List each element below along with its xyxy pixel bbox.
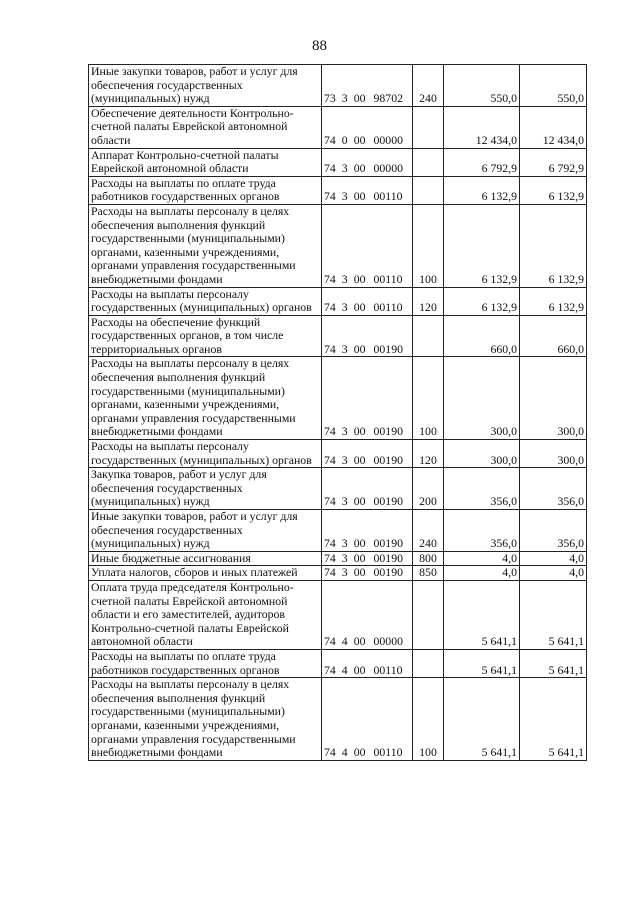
sum-cell-2: 5 641,1 [520, 649, 587, 677]
table-row [89, 678, 587, 761]
expense-name-cell: Уплата налогов, сборов и иных платежей [89, 566, 322, 581]
target-code-part: 98702 [373, 91, 403, 106]
target-code-part: 00 [353, 271, 366, 286]
sum-cell-1: 12 434,0 [444, 106, 520, 148]
target-code-part: 74 [324, 634, 336, 649]
target-code-part: 00190 [373, 341, 403, 356]
sum-cell-2: 300,0 [520, 357, 587, 440]
sum-cell-2: 12 434,0 [520, 106, 587, 148]
expense-type-cell: 120 [413, 287, 444, 315]
target-code-part: 00 [353, 341, 366, 356]
target-code-part: 74 [324, 452, 336, 467]
target-code-part: 4 [341, 662, 348, 677]
target-code-part: 4 [341, 634, 348, 649]
sum-cell-2: 6 132,9 [520, 287, 587, 315]
target-code-part: 00190 [373, 536, 403, 551]
sum-cell-1: 356,0 [444, 510, 520, 552]
target-code-part: 00 [353, 634, 366, 649]
target-code-part: 00000 [373, 634, 403, 649]
sum-cell-1: 356,0 [444, 468, 520, 510]
expense-type-cell [413, 148, 444, 176]
target-code-part: 00 [353, 452, 366, 467]
expense-type-cell [413, 649, 444, 677]
sum-cell-1: 6 132,9 [444, 204, 520, 287]
target-code-part: 3 [341, 341, 348, 356]
target-code-cell [322, 580, 413, 649]
sum-cell-2: 356,0 [520, 510, 587, 552]
table-row [89, 315, 587, 357]
target-code-part: 3 [341, 161, 348, 176]
target-code-part: 74 [324, 565, 336, 580]
table-row [89, 649, 587, 677]
target-code-cell [322, 176, 413, 204]
sum-cell-2: 6 132,9 [520, 176, 587, 204]
target-code-part: 00 [353, 161, 366, 176]
target-code-part: 74 [324, 536, 336, 551]
target-code-part: 4 [341, 745, 348, 760]
table-row [89, 106, 587, 148]
sum-cell-1: 6 132,9 [444, 176, 520, 204]
table-row [89, 440, 587, 468]
expense-type-cell [413, 315, 444, 357]
expense-type-cell: 200 [413, 468, 444, 510]
page-number: 88 [312, 38, 327, 54]
sum-cell-1: 300,0 [444, 440, 520, 468]
target-code-part: 00190 [373, 424, 403, 439]
table-row [89, 148, 587, 176]
target-code-part: 00 [353, 494, 366, 509]
expense-name-cell: Расходы на выплаты по оплате труда работников государственных органов [89, 649, 322, 677]
table-row [89, 204, 587, 287]
target-code-part: 74 [324, 662, 336, 677]
sum-cell-1: 6 792,9 [444, 148, 520, 176]
expense-type-cell: 240 [413, 65, 444, 107]
target-code-part: 3 [341, 536, 348, 551]
target-code-part: 3 [341, 189, 348, 204]
target-code-cell [322, 106, 413, 148]
target-code-part: 00 [353, 424, 366, 439]
expense-name-cell: Оплата труда председателя Контрольно-счетной палаты Еврейской автономной области и его заместителей, аудиторов Контрольно-счетной палаты Еврейской автономной области [89, 580, 322, 649]
expense-name-cell: Закупка товаров, работ и услуг для обеспечения государственных (муниципальных) нужд [89, 468, 322, 510]
sum-cell-1: 5 641,1 [444, 580, 520, 649]
sum-cell-2: 4,0 [520, 566, 587, 581]
sum-cell-1: 6 132,9 [444, 287, 520, 315]
target-code-cell [322, 204, 413, 287]
target-code-part: 74 [324, 424, 336, 439]
target-code-part: 3 [341, 300, 348, 315]
sum-cell-1: 300,0 [444, 357, 520, 440]
expense-type-cell: 100 [413, 678, 444, 761]
expense-name-cell: Расходы на выплаты по оплате труда работников государственных органов [89, 176, 322, 204]
target-code-part: 74 [324, 132, 336, 147]
expense-name-cell: Иные бюджетные ассигнования [89, 551, 322, 566]
target-code-part: 3 [341, 424, 348, 439]
sum-cell-1: 4,0 [444, 566, 520, 581]
table-row [89, 287, 587, 315]
target-code-part: 00110 [373, 745, 403, 760]
expense-type-cell: 240 [413, 510, 444, 552]
target-code-part: 3 [341, 551, 348, 565]
target-code-part: 74 [324, 551, 336, 565]
expense-name-cell: Аппарат Контрольно-счетной палаты Еврейской автономной области [89, 148, 322, 176]
table-row [89, 510, 587, 552]
sum-cell-2: 5 641,1 [520, 678, 587, 761]
sum-cell-1: 5 641,1 [444, 649, 520, 677]
target-code-cell [322, 287, 413, 315]
table-row [89, 357, 587, 440]
target-code-part: 3 [341, 271, 348, 286]
target-code-part: 00 [353, 132, 366, 147]
target-code-cell [322, 551, 413, 566]
expense-type-cell [413, 580, 444, 649]
target-code-part: 00 [353, 745, 366, 760]
target-code-part: 74 [324, 745, 336, 760]
target-code-cell [322, 566, 413, 581]
table-row [89, 65, 587, 107]
target-code-part: 3 [341, 452, 348, 467]
table-row [89, 176, 587, 204]
expense-name-cell: Расходы на обеспечение функций государственных органов, в том числе территориальных органов [89, 315, 322, 357]
target-code-part: 00000 [373, 132, 403, 147]
target-code-part: 3 [341, 494, 348, 509]
expense-name-cell: Расходы на выплаты персоналу в целях обеспечения выполнения функций государственными (муниципальными) органами, казенными учреждениями, органами управления государственными внебюджетными фондами [89, 204, 322, 287]
target-code-part: 00 [353, 300, 366, 315]
target-code-part: 74 [324, 161, 336, 176]
expense-type-cell: 100 [413, 357, 444, 440]
sum-cell-1: 660,0 [444, 315, 520, 357]
budget-table [88, 64, 587, 761]
target-code-part: 00190 [373, 551, 403, 565]
target-code-part: 73 [324, 91, 336, 106]
target-code-part: 00 [353, 551, 366, 565]
target-code-part: 00 [353, 662, 366, 677]
target-code-part: 00 [353, 189, 366, 204]
target-code-part: 00190 [373, 494, 403, 509]
target-code-part: 74 [324, 494, 336, 509]
budget-table-body [89, 65, 587, 761]
sum-cell-2: 5 641,1 [520, 580, 587, 649]
target-code-part: 00110 [373, 271, 403, 286]
expense-type-cell: 100 [413, 204, 444, 287]
target-code-cell [322, 148, 413, 176]
target-code-part: 00 [353, 91, 366, 106]
expense-name-cell: Расходы на выплаты персоналу в целях обеспечения выполнения функций государственными (муниципальными) органами, казенными учреждениями, органами управления государственными внебюджетными фондами [89, 678, 322, 761]
expense-type-cell: 800 [413, 551, 444, 566]
table-row [89, 566, 587, 581]
target-code-cell [322, 510, 413, 552]
target-code-part: 00110 [373, 662, 403, 677]
target-code-part: 00000 [373, 161, 403, 176]
sum-cell-2: 660,0 [520, 315, 587, 357]
target-code-part: 00 [353, 536, 366, 551]
expense-type-cell [413, 106, 444, 148]
target-code-part: 74 [324, 271, 336, 286]
sum-cell-2: 356,0 [520, 468, 587, 510]
target-code-cell [322, 357, 413, 440]
expense-name-cell: Иные закупки товаров, работ и услуг для обеспечения государственных (муниципальных) нужд [89, 510, 322, 552]
expense-name-cell: Иные закупки товаров, работ и услуг для обеспечения государственных (муниципальных) нужд [89, 65, 322, 107]
target-code-part: 3 [341, 91, 348, 106]
target-code-cell [322, 468, 413, 510]
target-code-part: 0 [341, 132, 348, 147]
sum-cell-1: 5 641,1 [444, 678, 520, 761]
target-code-part: 00190 [373, 452, 403, 467]
expense-name-cell: Расходы на выплаты персоналу в целях обеспечения выполнения функций государственными (муниципальными) органами, казенными учреждениями, органами управления государственными внебюджетными фондами [89, 357, 322, 440]
target-code-cell [322, 678, 413, 761]
target-code-cell [322, 440, 413, 468]
table-row [89, 468, 587, 510]
target-code-part: 00190 [373, 565, 403, 580]
expense-type-cell: 120 [413, 440, 444, 468]
sum-cell-2: 6 792,9 [520, 148, 587, 176]
target-code-part: 74 [324, 189, 336, 204]
expense-name-cell: Расходы на выплаты персоналу государственных (муниципальных) органов [89, 287, 322, 315]
table-row [89, 580, 587, 649]
target-code-part: 74 [324, 300, 336, 315]
expense-name-cell: Расходы на выплаты персоналу государственных (муниципальных) органов [89, 440, 322, 468]
target-code-part: 00 [353, 565, 366, 580]
table-row [89, 551, 587, 566]
expense-type-cell [413, 176, 444, 204]
target-code-cell [322, 65, 413, 107]
target-code-part: 00110 [373, 300, 403, 315]
sum-cell-1: 4,0 [444, 551, 520, 566]
expense-name-cell: Обеспечение деятельности Контрольно-счетной палаты Еврейской автономной области [89, 106, 322, 148]
target-code-part: 00110 [373, 189, 403, 204]
sum-cell-1: 550,0 [444, 65, 520, 107]
target-code-part: 74 [324, 341, 336, 356]
target-code-cell [322, 315, 413, 357]
sum-cell-2: 550,0 [520, 65, 587, 107]
target-code-cell [322, 649, 413, 677]
expense-type-cell: 850 [413, 566, 444, 581]
sum-cell-2: 4,0 [520, 551, 587, 566]
sum-cell-2: 6 132,9 [520, 204, 587, 287]
sum-cell-2: 300,0 [520, 440, 587, 468]
target-code-part: 3 [341, 565, 348, 580]
